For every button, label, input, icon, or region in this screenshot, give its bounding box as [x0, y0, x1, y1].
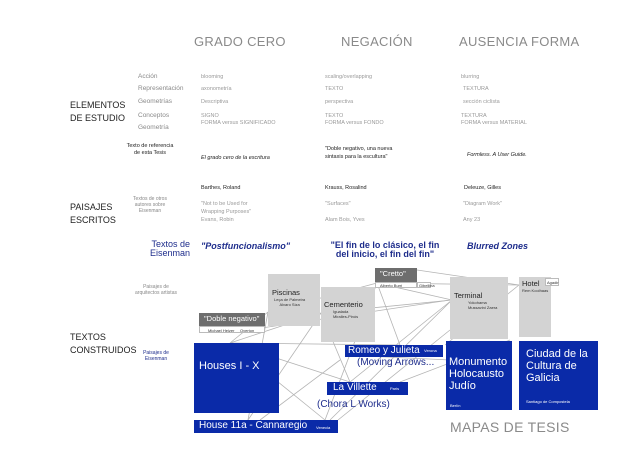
row-label-geometria: Geometría — [138, 124, 169, 131]
node-romeo-sub: Verona — [424, 348, 437, 353]
cell-negacion-accion: scaling/overlapping — [325, 74, 373, 80]
node-cementerio-title: Cementerio — [324, 300, 363, 309]
node-piscinas-title: Piscinas — [272, 288, 300, 297]
node-galicia-sub: Santiago de Compostela — [526, 399, 570, 404]
cell-grado-accion: blooming — [201, 74, 224, 80]
otros-text-grado: "Not to be Used for Wrapping Purposes" Evans, Robin — [201, 201, 252, 223]
node-hotel-sub1: Agadir — [547, 280, 559, 285]
node-villette-extra: (Chora L Works) — [317, 399, 390, 410]
ref-text-grado: El grado cero de la escritura — [201, 155, 270, 161]
section-elementos-estudio: ELEMENTOS DE ESTUDIO — [70, 100, 126, 123]
cell-ausencia-geometrias: sección ciclista — [463, 99, 500, 105]
node-hotel-caption — [545, 278, 559, 286]
node-villette-sub: Paris — [390, 386, 400, 391]
node-terminal-sub: Yokohama Mussavini Zaera — [468, 300, 498, 310]
eisenman-text-ausencia: Blurred Zones — [467, 241, 529, 251]
column-header-grado-cero: GRADO CERO — [194, 34, 286, 49]
cell-ausencia-accion: blurring — [461, 74, 480, 80]
node-house11-title: House 11a - Cannaregio — [199, 420, 308, 431]
cell-negacion-conceptos: TEXTO FORMA versus FONDO — [325, 113, 384, 126]
node-la-villette[interactable] — [327, 382, 408, 395]
cell-ausencia-representacion: TEXTURA — [463, 86, 489, 92]
node-houses-title: Houses I - X — [199, 360, 260, 372]
node-cretto-sub2: Gibellina — [419, 283, 435, 288]
node-doble-title: "Doble negativo" — [204, 314, 260, 323]
ref-text-ausencia: Formless. A User Guide. — [467, 152, 527, 158]
row-label-conceptos: Conceptos — [138, 112, 170, 119]
ref-label: Texto de referencia de esta Tesis — [126, 143, 174, 156]
eis-label: Paisajes de Eisenman — [143, 350, 169, 362]
footer-title: MAPAS DE TESIS — [450, 419, 570, 435]
node-hotel[interactable] — [519, 277, 551, 337]
eisenman-label: Textos de Eisenman — [149, 239, 190, 258]
cell-negacion-representacion: TEXTO — [325, 86, 344, 92]
cell-grado-geometrias: Descriptiva — [201, 99, 229, 105]
node-cretto-caption2 — [417, 282, 435, 288]
row-label-representacion: Representación — [138, 85, 184, 92]
ref-author-grado: Barthes, Roland — [201, 185, 241, 191]
node-cretto[interactable] — [375, 268, 417, 282]
cell-grado-conceptos: SIGNO FORMA versus SIGNIFICADO — [201, 113, 276, 126]
node-cementerio[interactable] — [321, 287, 375, 342]
node-cretto-sub1: Alberto Burri — [380, 283, 403, 288]
cell-negacion-geometrias: perspectiva — [325, 99, 354, 105]
node-hotel-sub2: Rem Koolhaas — [522, 288, 549, 293]
cell-grado-representacion: axonometría — [201, 86, 232, 92]
ref-author-ausencia: Deleuze, Gilles — [464, 185, 501, 191]
section-paisajes-escritos: PAISAJES ESCRITOS — [70, 202, 116, 225]
node-cementerio-sub: Igualada Miralles-Pinós — [333, 309, 359, 319]
node-house11-sub: Venecia — [316, 425, 331, 430]
node-piscinas-sub: Leça de Palmeira Alvaro Siza — [274, 297, 306, 307]
node-doble-caption — [199, 326, 265, 333]
node-house-11a[interactable] — [194, 420, 338, 433]
eisenman-text-negacion: "El fin de lo clásico, el fin del inicio, el fin del fin" — [330, 240, 440, 259]
node-cretto-caption — [375, 282, 417, 288]
node-romeo-julieta[interactable] — [345, 345, 443, 357]
section-textos-construidos: TEXTOS CONSTRUIDOS — [70, 332, 137, 355]
node-romeo-title: Romeo y Julieta — [348, 345, 420, 356]
column-header-ausencia-forma: AUSENCIA FORMA — [459, 34, 580, 49]
node-terminal-title: Terminal — [454, 291, 483, 300]
node-doble-sub2: Overton — [240, 328, 255, 333]
node-houses-i-x[interactable] — [194, 343, 279, 413]
row-label-geometrias: Geometrías — [138, 98, 172, 105]
node-monumento-title: Monumento Holocausto Judío — [449, 356, 508, 392]
otros-text-ausencia: "Diagram Work" Any 23 — [463, 201, 502, 223]
node-romeo-extra: (Moving Arrows... — [357, 357, 435, 368]
ref-text-negacion: "Doble negativo, una nueva sintaxis para la escultura" — [325, 146, 393, 160]
node-monumento-sub: Berlín — [450, 403, 461, 408]
node-hotel-title: Hotel — [522, 279, 540, 288]
node-doble-negativo[interactable] — [199, 313, 265, 326]
eisenman-text-grado: "Postfuncionalismo" — [201, 241, 291, 251]
node-monumento-holocausto[interactable] — [446, 341, 512, 410]
otros-label: Textos de otros autores sobre Eisenman — [133, 196, 167, 214]
ref-author-negacion: Krauss, Rosalind — [325, 185, 367, 191]
node-piscinas[interactable] — [268, 274, 320, 326]
row-label-accion: Acción — [138, 73, 158, 80]
node-doble-sub1: Michael Heizer — [208, 328, 235, 333]
column-header-negacion: NEGACIÓN — [341, 34, 413, 49]
node-villette-title: La Villette — [333, 382, 377, 393]
cell-ausencia-conceptos: TEXTURA FORMA versus MATERIAL — [461, 113, 527, 126]
arq-label: Paisajes de arquitectos artistas — [135, 284, 177, 296]
node-cretto-title: "Cretto" — [380, 269, 406, 278]
node-galicia-title: Ciudad de la Cultura de Galicia — [526, 348, 588, 384]
node-ciudad-cultura-galicia[interactable] — [519, 341, 598, 410]
node-terminal[interactable] — [450, 277, 508, 339]
otros-text-negacion: "Surfaces" Alam Bois, Yves — [325, 201, 365, 223]
